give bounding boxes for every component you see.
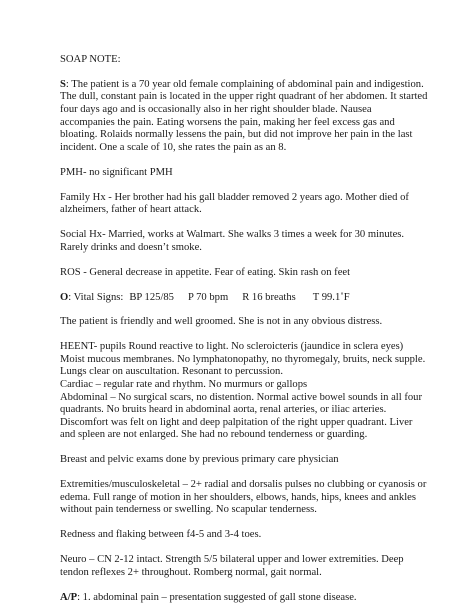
physical-exam-section [60, 341, 428, 442]
vital-bp: BP 125/85 [129, 291, 174, 303]
pmh-section: PMH- no significant PMH [60, 166, 173, 178]
exam-cardiac: Cardiac – regular rate and rhythm. No murmurs or gallops [60, 379, 308, 391]
general-appearance: The patient is friendly and well groomed. She is not in any obvious distress. [60, 316, 383, 328]
breast-pelvic-note: Breast and pelvic exams done by previous primary care physician [60, 454, 339, 466]
vitals-prefix: : Vital Signs: [68, 291, 124, 303]
exam-abdominal: Abdominal – No surgical scars, no distention. Normal active bowel sounds in all four quadrants. No bruits heard in abdominal aorta, renal arteries, or iliac arteries. Discomfort was felt on light and deep palpitation of the right upper quadrant. Liver and spleen are not enlarged. She had no rebound tenderness or guarding. [60, 391, 422, 441]
document-title: SOAP NOTE: [60, 54, 121, 65]
subjective-section [60, 79, 428, 155]
redness-note: Redness and flaking between f4-5 and 3-4 toes. [60, 529, 262, 541]
objective-vitals-section [60, 292, 428, 305]
extremities-section: Extremities/musculoskeletal – 2+ radial and dorsalis pulses no clubbing or cyanosis or edema. Full range of motion in her shoulders, elbows, hands, hips, knees and ankles without pain tenderness or swelling. No scapular tenderness. [60, 479, 427, 516]
vital-resp: R 16 breaths [242, 291, 296, 303]
exam-heent: HEENT- pupils Round reactive to light. No scleroicteris (jaundice in sclera eyes) Moist mucous membranes. No lymphatonopathy, no thyromegaly, bruits, neck supple. [60, 341, 426, 365]
exam-lungs: Lungs clear on auscultation. Resonant to percussion. [60, 366, 284, 378]
subjective-label: S [60, 78, 66, 90]
subjective-text: : The patient is a 70 year old female complaining of abdominal pain and indigestion. The dull, constant pain is located in the upper right quadrant of her abdomen. It started four days ago and is occasionally also in her right shoulder blade. Nausea accompanies the pain. Eating worsens the pain, making her feel excess gas and bloating. Rolaids normally lessens the pain, but did not improve her pain in the last incident. One a scale of 10, she rates the pain as an 8. [60, 78, 428, 153]
objective-label: O [60, 291, 69, 303]
neuro-section: Neuro – CN 2-12 intact. Strength 5/5 bilateral upper and lower extremities. Deep tendon reflexes 2+ throughout. Romberg normal, gait normal. [60, 554, 404, 578]
assessment-text: : 1. abdominal pain – presentation suggested of gall stone disease. [77, 591, 357, 603]
ros-section: ROS - General decrease in appetite. Fear of eating. Skin rash on feet [60, 266, 351, 278]
vital-temp: T 99.1˚F [312, 291, 350, 303]
assessment-label: A/P [60, 591, 78, 603]
assessment-plan-section [60, 592, 428, 605]
vital-pulse: P 70 bpm [187, 291, 229, 303]
family-history-section: Family Hx - Her brother had his gall bladder removed 2 years ago. Mother died of alzheimers, father of heart attack. [60, 191, 409, 216]
social-history-section: Social Hx- Married, works at Walmart. She walks 3 times a week for 30 minutes. Rarely drinks and doesn’t smoke. [60, 229, 405, 253]
